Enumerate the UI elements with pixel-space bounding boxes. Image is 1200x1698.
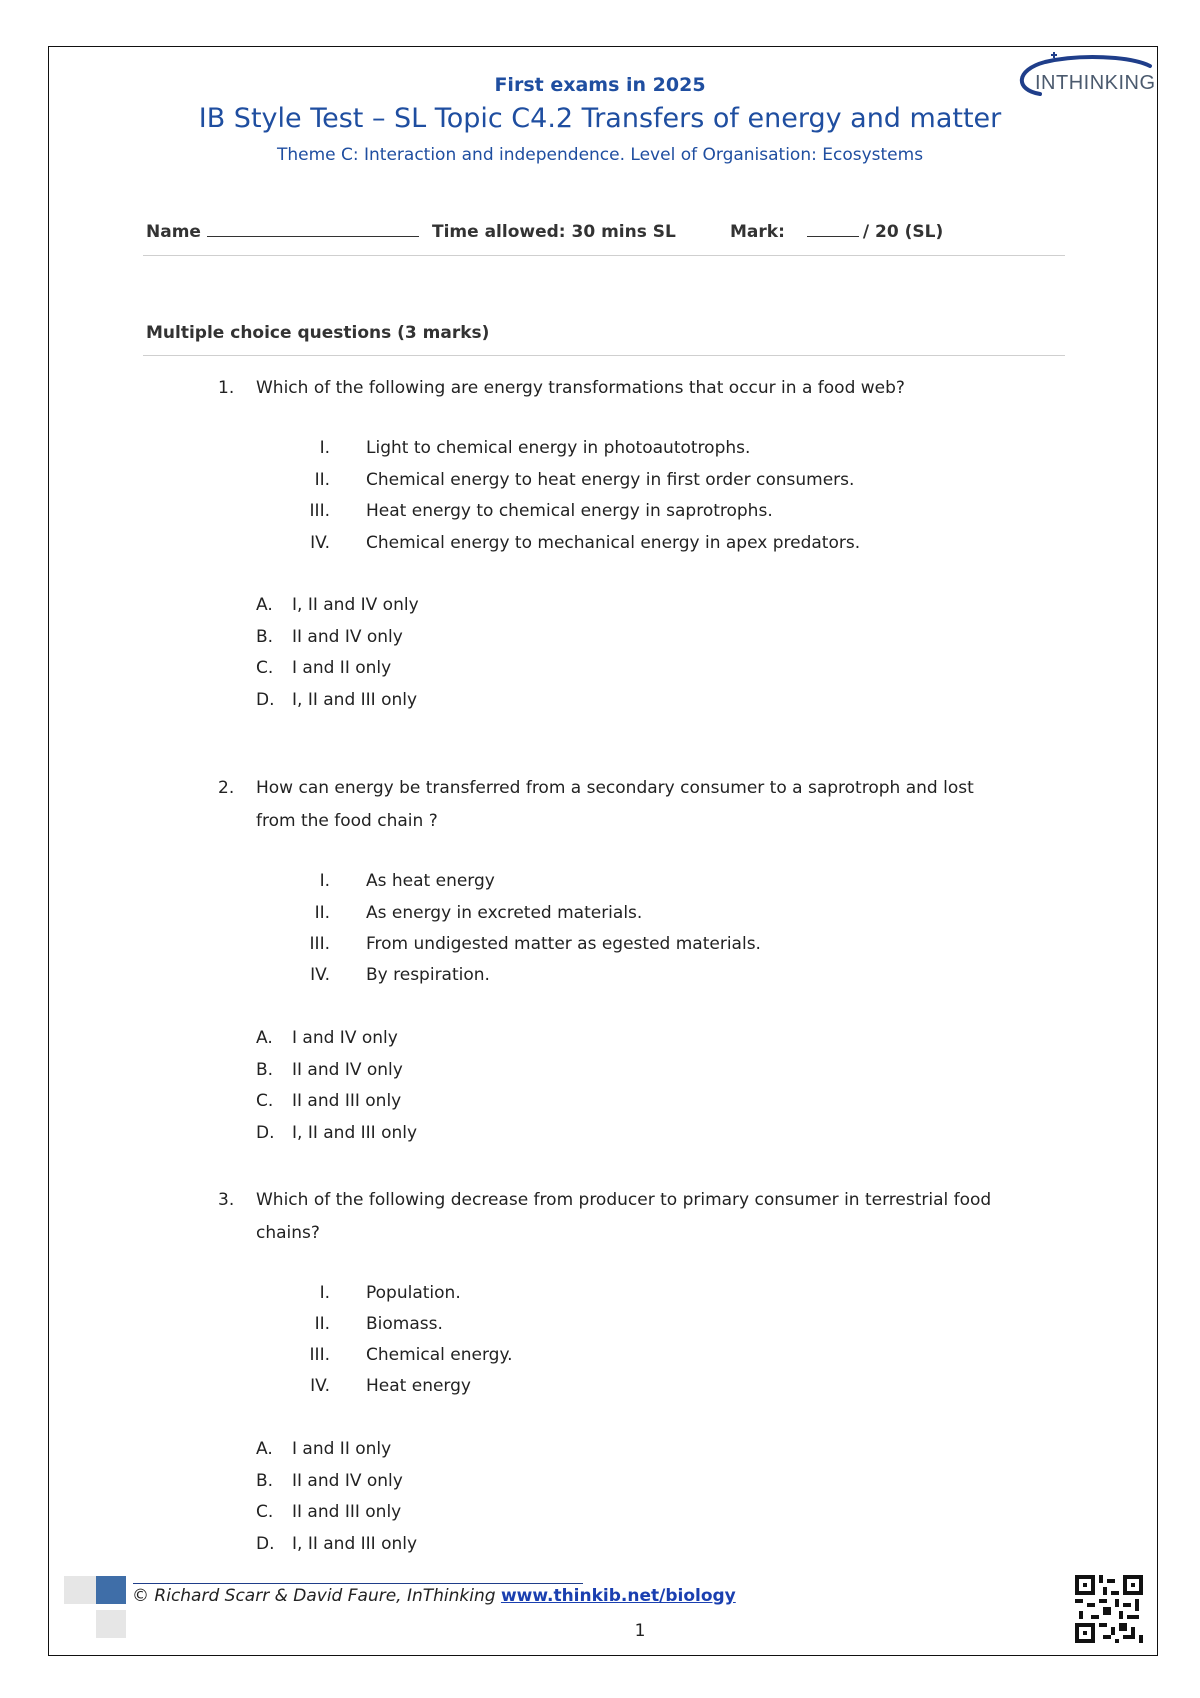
question-text: Which of the following decrease from producer to primary consumer in terrestrial food [256,1190,992,1210]
meta-divider [143,255,1065,256]
statement-number: I. [319,438,330,458]
statement-text: As heat energy [366,871,495,891]
option-letter: A. [256,595,273,615]
statement-text: From undigested matter as egested materials. [366,934,761,954]
answer-option[interactable]: I, II and III only [292,1534,418,1554]
statement-number: III. [309,1345,330,1365]
name-blank-line [207,222,419,237]
logo-text: INTHINKING [1035,72,1156,94]
statement-text: Chemical energy. [366,1345,513,1365]
footer-link[interactable]: www.thinkib.net/biology [500,1586,736,1606]
theme-line: Theme C: Interaction and independence. Level of Organisation: Ecosystems [276,145,924,165]
answer-option[interactable]: I and II only [292,658,392,678]
statement-number: I. [319,1283,330,1303]
answer-option[interactable]: I and IV only [292,1028,398,1048]
statement-number: II. [314,1314,330,1334]
statement-text: Biomass. [366,1314,443,1334]
statement-text: Population. [366,1283,461,1303]
statement-number: II. [314,470,330,490]
question-text: Which of the following are energy transformations that occur in a food web? [256,378,905,398]
option-letter: B. [256,1060,274,1080]
exam-line: First exams in 2025 [494,74,706,96]
deco-square [96,1576,126,1604]
option-letter: C. [256,1502,274,1522]
statement-number: III. [309,934,330,954]
statement-number: II. [314,903,330,923]
section-title: Multiple choice questions (3 marks) [146,323,490,343]
question-number: 1. [218,378,235,398]
name-field[interactable] [146,222,419,242]
name-label: Name [146,222,201,242]
deco-square [64,1576,96,1604]
answer-option[interactable]: II and IV only [292,1060,403,1080]
question-number: 2. [218,778,235,798]
page-title: IB Style Test – SL Topic C4.2 Transfers of energy and matter [198,103,1002,134]
statement-text: Heat energy to chemical energy in saprotrophs. [366,501,773,521]
option-letter: A. [256,1028,273,1048]
statement-text: As energy in excreted materials. [366,903,643,923]
statement-text: Chemical energy to heat energy in first order consumers. [366,470,855,490]
page-number: 1 [634,1621,646,1641]
option-letter: D. [256,1534,275,1554]
question-number: 3. [218,1190,235,1210]
statement-text: Chemical energy to mechanical energy in apex predators. [366,533,861,553]
answer-option[interactable]: II and IV only [292,1471,403,1491]
qr-code-icon [1075,1575,1143,1643]
answer-option[interactable]: I and II only [292,1439,392,1459]
option-letter: C. [256,658,274,678]
answer-option[interactable]: II and III only [292,1091,402,1111]
answer-option[interactable]: I, II and III only [292,690,418,710]
question-text: from the food chain ? [256,811,438,831]
option-letter: D. [256,690,275,710]
statement-number: I. [319,871,330,891]
time-allowed: Time allowed: 30 mins SL [432,222,676,242]
option-letter: B. [256,627,274,647]
footer-copyright [132,1586,736,1606]
page-border [48,46,1158,1656]
mark-field [730,222,943,242]
question-text: chains? [256,1223,320,1243]
footer-rule [133,1583,583,1584]
copyright-text: © Richard Scarr & David Faure, InThinking [132,1586,501,1606]
section-divider [143,355,1065,356]
answer-option[interactable]: II and IV only [292,627,403,647]
answer-option[interactable]: II and III only [292,1502,402,1522]
statement-number: IV. [310,965,330,985]
statement-number: IV. [310,1376,330,1396]
answer-option[interactable]: I, II and IV only [292,595,419,615]
statement-text: By respiration. [366,965,490,985]
mark-total: / 20 (SL) [862,222,944,242]
mark-label: Mark: [730,222,785,242]
option-letter: A. [256,1439,273,1459]
statement-number: IV. [310,533,330,553]
statement-text: Light to chemical energy in photoautotrophs. [366,438,751,458]
answer-option[interactable]: I, II and III only [292,1123,418,1143]
question-text: How can energy be transferred from a secondary consumer to a saprotroph and lost [256,778,974,798]
option-letter: B. [256,1471,274,1491]
mark-blank-line [807,222,859,237]
option-letter: C. [256,1091,274,1111]
statement-text: Heat energy [366,1376,471,1396]
option-letter: D. [256,1123,275,1143]
statement-number: III. [309,501,330,521]
